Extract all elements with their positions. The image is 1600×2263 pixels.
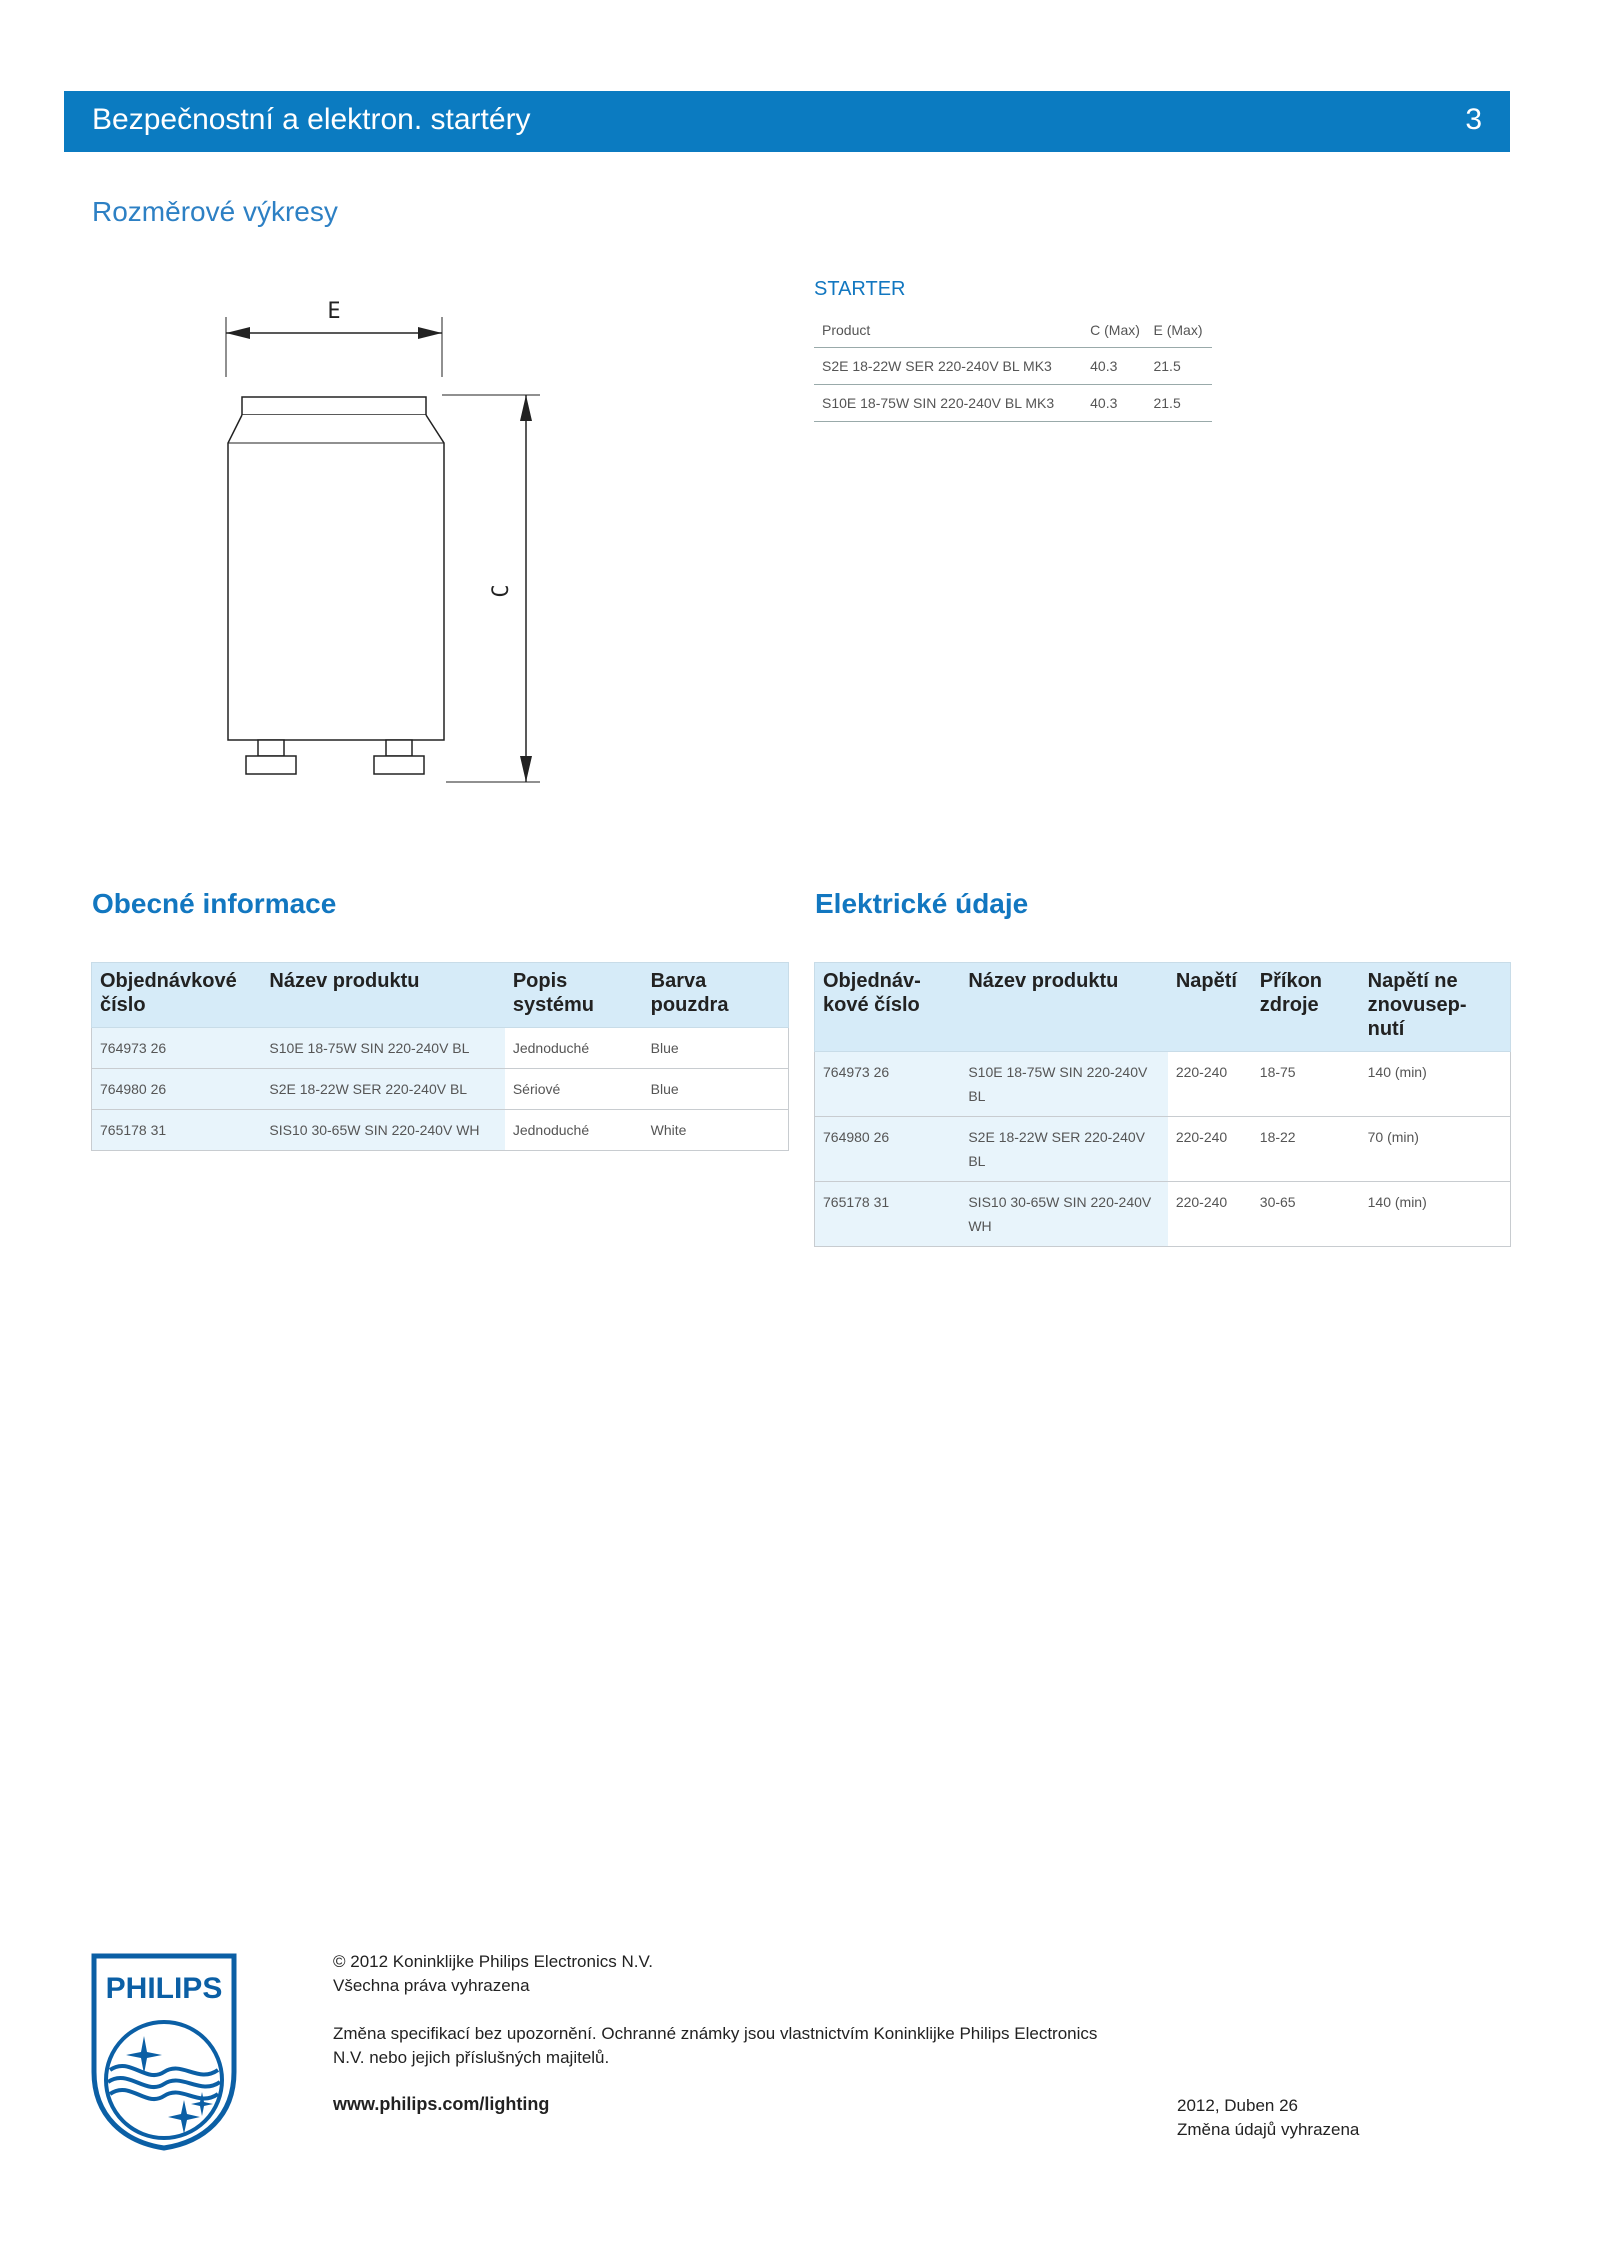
- table-cell: Blue: [643, 1069, 789, 1110]
- column-header: Název produktu: [261, 963, 504, 1028]
- table-cell: 30-65: [1252, 1182, 1360, 1247]
- table-cell: 764973 26: [815, 1052, 961, 1117]
- table-cell: S10E 18-75W SIN 220-240V BL: [960, 1052, 1167, 1117]
- electrical-data-table: [814, 962, 1511, 1247]
- page-number: 3: [1465, 103, 1482, 136]
- table-row: [814, 385, 1212, 422]
- page-title: Bezpečnostní a elektron. startéry: [92, 103, 531, 136]
- table-cell: Jednoduché: [505, 1110, 643, 1151]
- table-cell: 70 (min): [1360, 1117, 1511, 1182]
- column-header: E (Max): [1149, 313, 1212, 348]
- column-header: Popis systému: [505, 963, 643, 1028]
- table-cell: 764973 26: [92, 1028, 262, 1069]
- date-note-text: Změna údajů vyhrazena: [1177, 2120, 1360, 2139]
- table-cell: 764980 26: [92, 1069, 262, 1110]
- table-cell: 220-240: [1168, 1052, 1252, 1117]
- column-header: Napětí: [1168, 963, 1252, 1052]
- table-cell: 220-240: [1168, 1182, 1252, 1247]
- footer-note: Změna specifikací bez upozornění. Ochranné známky jsou vlastnictvím Koninklijke Philips Electronics N.V. nebo jejich příslušných majitelů.: [333, 2024, 1098, 2067]
- table-row: [92, 1028, 789, 1069]
- dimension-drawing: [210, 285, 550, 805]
- table-row: [815, 1052, 1511, 1117]
- table-cell: 21.5: [1149, 385, 1212, 422]
- general-info-table: [91, 962, 789, 1151]
- table-cell: 140 (min): [1360, 1182, 1511, 1247]
- electrical-data-heading: Elektrické údaje: [815, 888, 1029, 919]
- column-header: Napětí ne znovusep- nutí: [1360, 963, 1511, 1052]
- column-header: Příkon zdroje: [1252, 963, 1360, 1052]
- table-cell: S10E 18-75W SIN 220-240V BL: [261, 1028, 504, 1069]
- table-cell: 40.3: [1086, 348, 1149, 385]
- table-cell: 220-240: [1168, 1117, 1252, 1182]
- table-row: [92, 1110, 789, 1151]
- table-cell: Jednoduché: [505, 1028, 643, 1069]
- table-cell: S2E 18-22W SER 220-240V BL: [960, 1117, 1167, 1182]
- table-row: [815, 1117, 1511, 1182]
- table-cell: 764980 26: [815, 1117, 961, 1182]
- column-header: Product: [814, 313, 1086, 348]
- dimension-label-e: E: [327, 299, 341, 324]
- footer-date: [1177, 2094, 1359, 2142]
- table-cell: 18-22: [1252, 1117, 1360, 1182]
- column-header: Objednáv- kové číslo: [815, 963, 961, 1052]
- copyright-text: © 2012 Koninklijke Philips Electronics N.V.: [333, 1952, 653, 1971]
- rights-text: Všechna práva vyhrazena: [333, 1976, 530, 1995]
- table-row: [815, 1182, 1511, 1247]
- starter-table: [814, 313, 1212, 422]
- table-cell: S2E 18-22W SER 220-240V BL: [261, 1069, 504, 1110]
- starter-title: STARTER: [814, 278, 906, 300]
- table-cell: SIS10 30-65W SIN 220-240V WH: [960, 1182, 1167, 1247]
- table-cell: 21.5: [1149, 348, 1212, 385]
- drawings-title: Rozměrové výkresy: [92, 196, 338, 227]
- table-cell: 765178 31: [815, 1182, 961, 1247]
- general-info-heading: Obecné informace: [92, 888, 337, 919]
- table-cell: 40.3: [1086, 385, 1149, 422]
- logo-text: PHILIPS: [105, 1972, 223, 2005]
- column-header: C (Max): [1086, 313, 1149, 348]
- column-header: Barva pouzdra: [643, 963, 789, 1028]
- table-cell: Blue: [643, 1028, 789, 1069]
- table-cell: SIS10 30-65W SIN 220-240V WH: [261, 1110, 504, 1151]
- column-header: Objednávkové číslo: [92, 963, 262, 1028]
- table-cell: S2E 18-22W SER 220-240V BL MK3: [814, 348, 1086, 385]
- table-cell: White: [643, 1110, 789, 1151]
- table-row: [92, 1069, 789, 1110]
- philips-logo: [90, 1952, 238, 2152]
- table-row: [814, 348, 1212, 385]
- table-cell: 765178 31: [92, 1110, 262, 1151]
- table-cell: Sériové: [505, 1069, 643, 1110]
- table-cell: S10E 18-75W SIN 220-240V BL MK3: [814, 385, 1086, 422]
- website-link[interactable]: www.philips.com/lighting: [333, 2094, 550, 2114]
- header-bar: [64, 91, 1510, 152]
- date-text: 2012, Duben 26: [1177, 2096, 1298, 2115]
- column-header: Název produktu: [960, 963, 1167, 1052]
- table-cell: 18-75: [1252, 1052, 1360, 1117]
- table-cell: 140 (min): [1360, 1052, 1511, 1117]
- dimension-label-c: C: [489, 584, 514, 598]
- footer-copyright: [333, 1950, 653, 1998]
